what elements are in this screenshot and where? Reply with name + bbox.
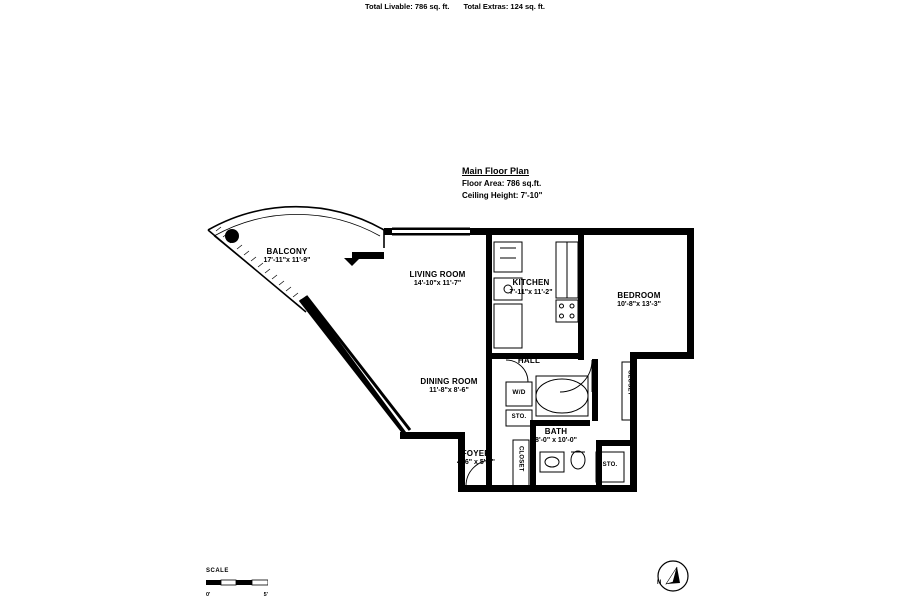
total-livable-text: Total Livable: 786 sq. ft.: [364, 2, 450, 11]
plan-ceiling-height: Ceiling Height: 7'-10": [462, 190, 543, 200]
balcony-post: [225, 229, 239, 243]
scale-left-label: 0': [206, 592, 211, 598]
room-label-dining-room: [400, 377, 498, 396]
bath-dims: 8'-0" x 10'-0": [535, 437, 577, 444]
plan-floor-area: Floor Area: 786 sq.ft.: [462, 179, 542, 188]
vanity-sink: [540, 452, 564, 472]
wall-living-kitchen: [486, 235, 492, 353]
living-room-name: LIVING ROOM: [409, 270, 466, 279]
kitchen-name: KITCHEN: [512, 278, 550, 287]
dining-room-name: DINING ROOM: [420, 377, 478, 386]
label-storage-2: STO.: [602, 462, 618, 468]
compass-north-label: N: [657, 580, 662, 586]
scale-caption: SCALE: [206, 568, 229, 574]
balcony-dims: 17'-11"x 11'-9": [263, 257, 311, 264]
label-storage-1: STO.: [511, 414, 527, 420]
total-extras-text: Total Extras: 124 sq. ft.: [463, 2, 546, 11]
room-label-bath: [516, 427, 596, 446]
room-label-balcony: [232, 247, 342, 266]
scale-right-label: 5': [263, 592, 268, 598]
bath-name: BATH: [544, 427, 568, 436]
room-label-kitchen: [500, 278, 562, 298]
scale-bar: [206, 568, 268, 601]
compass-rose: [655, 558, 691, 599]
kitchen-range: [556, 300, 578, 322]
label-closet-foyer: CLOSET: [517, 446, 524, 472]
wall-bath-top: [530, 420, 590, 426]
label-washer-dryer: W/D: [512, 389, 526, 396]
wall-bottom: [465, 485, 637, 492]
balcony-name: BALCONY: [266, 247, 308, 256]
living-room-dims: 14'-10"x 11'-7": [413, 280, 462, 287]
room-label-hall: [512, 356, 546, 366]
room-label-bedroom: [586, 291, 692, 310]
label-closet-bedroom: CLOSET: [626, 370, 633, 396]
bedroom-dims: 10'-8"x 13'-3": [617, 301, 661, 308]
toilet: [571, 451, 585, 469]
foyer-name: FOYER: [461, 449, 491, 458]
bathtub: [536, 379, 588, 413]
wall-balcony-door-head: [352, 252, 384, 259]
wall-closet-right: [592, 359, 598, 421]
wall-bedroom-bottom: [630, 352, 694, 359]
kitchen-sink: [494, 242, 522, 272]
wall-dining-bottom: [400, 432, 465, 439]
foyer-dims: 4'-6" x 5'-4": [457, 459, 495, 466]
hall-name: HALL: [517, 356, 541, 365]
scale-bar-graphic: [206, 579, 268, 587]
balcony-inner-arc: [214, 214, 380, 236]
kitchen-dims: 7'-11"x 11'-2": [509, 289, 553, 296]
room-label-foyer: [447, 449, 505, 468]
dining-room-dims: 11'-8"x 8'-6": [429, 387, 469, 394]
bedroom-name: BEDROOM: [617, 291, 661, 300]
kitchen-counter-2: [494, 304, 522, 348]
room-label-living-room: [385, 270, 490, 289]
plan-title: Main Floor Plan: [462, 166, 530, 176]
